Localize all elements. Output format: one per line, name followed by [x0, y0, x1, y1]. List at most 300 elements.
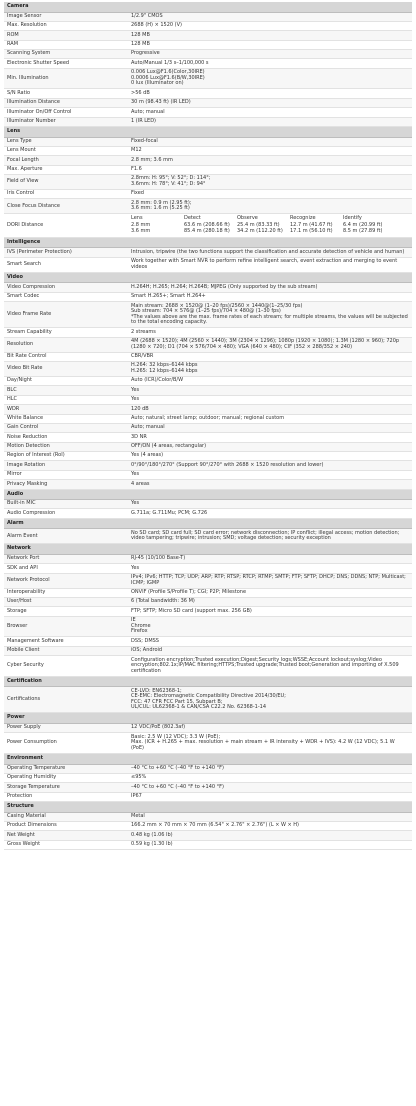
section-network	[4, 544, 412, 676]
spec-value	[131, 794, 412, 800]
spec-value	[131, 416, 412, 422]
section-lens	[4, 127, 412, 238]
spec-value-line: IP67	[131, 793, 142, 800]
spec-value	[131, 407, 412, 413]
spec-value	[131, 139, 412, 145]
spec-value	[131, 110, 412, 116]
spec-row	[4, 190, 412, 199]
spec-value	[131, 556, 412, 562]
spec-value	[131, 61, 412, 67]
spec-value-line: M12	[131, 147, 142, 154]
spec-row	[4, 500, 412, 509]
spec-label: Day/Night	[7, 377, 32, 384]
section-power	[4, 713, 412, 754]
spec-row	[4, 822, 412, 831]
section-title: Alarm	[4, 519, 412, 530]
spec-row	[4, 509, 412, 518]
spec-value-line: 0.006 Lux@F1.6(Color,30IRE)	[131, 69, 205, 76]
spec-value-line: FCC: 47 CFR FCC Part 15, Subpart B;	[131, 698, 223, 705]
spec-value	[131, 609, 412, 615]
spec-value	[131, 501, 412, 507]
spec-value-line: Yes (4 areas)	[131, 452, 164, 459]
spec-row	[4, 156, 412, 165]
spec-row	[4, 415, 412, 424]
section-camera	[4, 2, 412, 127]
spec-label: WDR	[7, 405, 20, 412]
spec-row	[4, 783, 412, 792]
spec-row	[4, 13, 412, 22]
spec-row	[4, 248, 412, 257]
spec-value-line: 2 streams	[131, 328, 156, 335]
spec-label: Noise Reduction	[7, 433, 48, 440]
spec-value	[131, 823, 412, 829]
spec-value	[131, 590, 412, 596]
dori-cell: 6.4 m (20.99 ft)	[343, 221, 383, 228]
spec-row	[4, 175, 412, 190]
spec-row	[4, 574, 412, 589]
spec-label: Iris Control	[7, 190, 35, 197]
spec-label: Stream Capability	[7, 328, 52, 335]
spec-value-line: –40 °C to +60 °C (–40 °F to +140 °F)	[131, 783, 224, 790]
spec-sheet	[4, 2, 412, 850]
spec-value	[131, 725, 412, 731]
spec-label: Video Bit Rate	[7, 365, 43, 372]
dori-cell: 2.8 mm	[131, 221, 151, 228]
spec-value-line: UL/CUL: UL62368-1 & CAN/CSA C22.2 No. 62368-1-14	[131, 704, 267, 711]
spec-value-line: Auto; natural; street lamp; outdoor; manual; regional custom	[131, 414, 285, 421]
spec-row	[4, 99, 412, 108]
spec-value-line: Yes	[131, 396, 140, 403]
dori-cell: 85.4 m (280.18 ft)	[184, 228, 230, 235]
spec-value-line: RJ-45 (10/100 Base-T)	[131, 555, 186, 562]
spec-value	[131, 339, 412, 350]
spec-label: Image Rotation	[7, 461, 46, 468]
spec-label: White Balance	[7, 414, 44, 421]
dori-row	[4, 214, 412, 238]
spec-label: Privacy Masking	[7, 480, 48, 487]
spec-label: SDK and API	[7, 564, 38, 571]
spec-value	[131, 191, 412, 197]
spec-label: Close Focus Distance	[7, 202, 60, 209]
spec-value-line: Intrusion, tripwire (the two functions support the classification and accurate detection of vehicle and human)	[131, 248, 405, 255]
spec-value-line: 120 dB	[131, 405, 149, 412]
spec-row	[4, 258, 412, 273]
spec-value-line: No SD card; SD card full; SD card error; network disconnection; IP conflict; illegal access; motion detection; video tampering; tripwire; intrusion; SMD; voltage detection; security exception	[131, 529, 400, 542]
spec-value-line: Configuration encryption;Trusted execution;Digest;Security logs;WSSE;Account lockout;syslog;Video encryption;802.1x;IP/MAC filtering;HTTPS;Trusted upgrade;Trusted boot;Generation and importing of X.509 certification	[131, 656, 399, 674]
spec-row	[4, 774, 412, 783]
spec-row	[4, 765, 412, 774]
spec-value-line: FTP; SFTP; Micro SD card (support max. 256 GB)	[131, 607, 252, 614]
spec-value-line: Fixed	[131, 190, 144, 197]
dori-cell: 3.6 mm	[131, 228, 151, 235]
spec-value-line: 6 (Total bandwidth: 36 M)	[131, 598, 195, 605]
spec-label: HLC	[7, 396, 18, 403]
spec-row	[4, 687, 412, 713]
spec-label: BLC	[7, 386, 17, 393]
spec-label: DORI Distance	[7, 221, 44, 228]
spec-value-line: 3D NR	[131, 433, 147, 440]
spec-value	[131, 531, 412, 542]
spec-value	[131, 566, 412, 572]
spec-value-line: 2.8 mm: 0.9 m (2.95 ft);	[131, 199, 192, 206]
spec-label: Video Compression	[7, 283, 56, 290]
spec-value-line: CE-EMC: Electromagnetic Compatibility Directive 2014/30/EU;	[131, 693, 286, 700]
spec-label: Operating Temperature	[7, 764, 66, 771]
spec-row	[4, 529, 412, 544]
spec-row	[4, 433, 412, 442]
spec-value-line: 0 lux (Illuminator on)	[131, 80, 184, 87]
spec-value-line: Yes	[131, 564, 140, 571]
section-title: Environment	[4, 754, 412, 765]
spec-value	[131, 42, 412, 48]
spec-value	[131, 472, 412, 478]
section-title: Video	[4, 273, 412, 284]
spec-row	[4, 166, 412, 175]
spec-row	[4, 328, 412, 337]
dori-cell: 8.5 m (27.89 ft)	[343, 228, 383, 235]
spec-value-line: G.711a; G.711Mu; PCM; G.726	[131, 509, 208, 516]
spec-row	[4, 555, 412, 564]
dori-cell: 34.2 m (112.20 ft)	[237, 228, 283, 235]
spec-label: Video Frame Rate	[7, 310, 52, 317]
spec-row	[4, 118, 412, 127]
spec-value	[131, 482, 412, 488]
spec-value-line: 1/2.9" CMOS	[131, 12, 163, 19]
section-intelligence	[4, 238, 412, 273]
spec-row	[4, 386, 412, 395]
section-title: Camera	[4, 2, 412, 13]
spec-row	[4, 22, 412, 31]
section-certification	[4, 677, 412, 714]
spec-label: Gross Weight	[7, 841, 41, 848]
spec-label: Alarm Event	[7, 532, 38, 539]
spec-label: Product Dimensions	[7, 822, 57, 829]
spec-value	[131, 814, 412, 820]
spec-value	[131, 148, 412, 154]
spec-value	[131, 842, 412, 848]
spec-row	[4, 362, 412, 377]
spec-label: Illumination Distance	[7, 99, 60, 106]
spec-value	[131, 70, 412, 87]
spec-label: Scanning System	[7, 50, 51, 57]
spec-value	[131, 304, 412, 326]
spec-value-line: Chrome	[131, 622, 151, 629]
spec-value-line: Firefox	[131, 628, 148, 635]
spec-label: Smart Search	[7, 261, 41, 268]
spec-value	[131, 363, 412, 374]
spec-label: Max. Resolution	[7, 22, 47, 29]
spec-row	[4, 302, 412, 328]
spec-value	[131, 91, 412, 97]
spec-value	[131, 294, 412, 300]
spec-label: Power Consumption	[7, 739, 57, 746]
dori-header-cell: Detect	[184, 215, 201, 222]
spec-value	[131, 23, 412, 29]
spec-label: Operating Humidity	[7, 774, 57, 781]
spec-value-line: 0°/90°/180°/270° (Support 90°/270° with 2688 × 1520 resolution and lower)	[131, 461, 324, 468]
spec-row	[4, 813, 412, 822]
spec-row	[4, 147, 412, 156]
spec-row	[4, 59, 412, 68]
spec-value	[131, 158, 412, 164]
spec-row	[4, 31, 412, 40]
spec-label: Mirror	[7, 471, 22, 478]
section-alarm	[4, 519, 412, 545]
spec-value-line: *The values above are the max. frame rates of each stream; for multiple streams, the values will be subjected to the total encoding capacity.	[131, 313, 408, 326]
spec-row	[4, 405, 412, 414]
spec-label: IVS (Perimeter Protection)	[7, 248, 72, 255]
section-video	[4, 273, 412, 490]
spec-value-line: Smart H.265+; Smart H.264+	[131, 293, 206, 300]
spec-value-line: Yes	[131, 471, 140, 478]
spec-label: Protection	[7, 793, 33, 800]
spec-value-line: 3.6mm: H: 78°; V: 41°; D: 94°	[131, 180, 206, 187]
spec-value	[131, 201, 412, 212]
spec-row	[4, 108, 412, 117]
spec-row	[4, 733, 412, 754]
spec-value-line: Yes	[131, 500, 140, 507]
spec-value	[131, 618, 412, 635]
spec-row	[4, 283, 412, 292]
spec-value-line: 2688 (H) × 1520 (V)	[131, 22, 182, 29]
spec-value	[131, 51, 412, 57]
spec-value-line: 30 m (98.43 ft) (IR LED)	[131, 99, 191, 106]
spec-value-line: 1 (IR LED)	[131, 117, 157, 124]
spec-label: Browser	[7, 622, 28, 629]
spec-value-line: >56 dB	[131, 89, 150, 96]
spec-value-line: 4 areas	[131, 480, 150, 487]
spec-row	[4, 461, 412, 470]
spec-value-line: Max. (ICR + H.265 + max. resolution + main stream + IR intensity + WDR + IVS): 4.2 W (12 VDC); 5.1 W (PoE)	[131, 739, 395, 752]
spec-value-line: ≤95%	[131, 774, 147, 781]
spec-value	[131, 689, 412, 711]
spec-row	[4, 396, 412, 405]
spec-label: S/N Ratio	[7, 89, 31, 96]
spec-row	[4, 724, 412, 733]
spec-label: Network Protocol	[7, 576, 50, 583]
spec-label: Lens Type	[7, 137, 32, 144]
spec-row	[4, 617, 412, 638]
spec-value	[131, 785, 412, 791]
section-title: Network	[4, 544, 412, 555]
spec-label: RAM	[7, 41, 19, 48]
spec-row	[4, 831, 412, 840]
spec-value	[131, 463, 412, 469]
dori-header-cell: Identify	[343, 215, 362, 222]
section-title: Certification	[4, 677, 412, 688]
spec-value-line: Progressive	[131, 50, 160, 57]
spec-row	[4, 138, 412, 147]
spec-value-line: F1.6	[131, 166, 142, 173]
spec-value-line: Yes	[131, 386, 140, 393]
spec-value	[131, 735, 412, 752]
section-title: Power	[4, 713, 412, 724]
spec-label: Bit Rate Control	[7, 353, 47, 360]
spec-value-line: iOS; Android	[131, 647, 163, 654]
spec-value	[131, 100, 412, 106]
dori-cell: 63.6 m (208.66 ft)	[184, 221, 230, 228]
spec-value	[131, 599, 412, 605]
section-title: Audio	[4, 490, 412, 501]
spec-value-line: Auto; manual	[131, 424, 165, 431]
spec-row	[4, 841, 412, 850]
section-audio	[4, 490, 412, 519]
spec-value	[131, 775, 412, 781]
spec-value	[131, 250, 412, 256]
spec-row	[4, 69, 412, 90]
dori-cell: 12.7 m (41.67 ft)	[290, 221, 333, 228]
spec-value	[131, 658, 412, 675]
section-title: Structure	[4, 802, 412, 813]
spec-label: Motion Detection	[7, 443, 50, 450]
spec-value-line: H.264: 32 kbps–6144 kbps	[131, 362, 198, 369]
spec-value-line: Work together with Smart NVR to perform refine intelligent search, event extraction and merging to event videos	[131, 258, 398, 270]
spec-row	[4, 293, 412, 302]
spec-value	[131, 285, 412, 291]
spec-value-line: Metal	[131, 813, 145, 820]
spec-label: Lens Mount	[7, 147, 36, 154]
dori-cell: 25.4 m (83.33 ft)	[237, 221, 280, 228]
spec-row	[4, 793, 412, 802]
spec-row	[4, 424, 412, 433]
spec-label: Image Sensor	[7, 12, 42, 19]
spec-value	[131, 330, 412, 336]
spec-value-line: 12 VDC/PoE (802.3af)	[131, 724, 186, 731]
spec-value-line: 166.2 mm × 70 mm × 70 mm (6.54" × 2.76" × 2.76") (L × W × H)	[131, 822, 300, 829]
spec-label: Network Port	[7, 555, 40, 562]
spec-row	[4, 471, 412, 480]
spec-value	[131, 14, 412, 20]
spec-value	[131, 176, 412, 187]
spec-value-line: Fixed-focal	[131, 137, 158, 144]
spec-value-line: ONVIF (Profile S/Profile T); CGI; P2P; Milestone	[131, 589, 247, 596]
spec-value-line: Auto; manual	[131, 108, 165, 115]
spec-value	[131, 766, 412, 772]
spec-row	[4, 480, 412, 489]
spec-label: Net Weight	[7, 831, 35, 838]
spec-row	[4, 564, 412, 573]
spec-row	[4, 637, 412, 646]
spec-row	[4, 443, 412, 452]
spec-value	[131, 397, 412, 403]
spec-value	[131, 444, 412, 450]
dori-cell: 17.1 m (56.10 ft)	[290, 228, 333, 235]
spec-value-line: 0.59 kg (1.30 lb)	[131, 841, 173, 848]
spec-value-line: Basic: 2.5 W (12 VDC); 3.3 W (PoE);	[131, 733, 221, 740]
section-structure	[4, 802, 412, 850]
spec-value-line: 2.8mm: H: 95°; V: 52°; D: 114°;	[131, 175, 211, 182]
spec-label: Management Software	[7, 637, 64, 644]
section-environment	[4, 754, 412, 802]
spec-label: Power Supply	[7, 724, 41, 731]
spec-row	[4, 589, 412, 598]
spec-value-line: 0.48 kg (1.06 lb)	[131, 831, 173, 838]
spec-value	[131, 33, 412, 39]
spec-label: Certifications	[7, 696, 41, 703]
spec-label: Built-in MIC	[7, 500, 36, 507]
spec-label: Resolution	[7, 340, 34, 347]
spec-value	[131, 833, 412, 839]
spec-value	[131, 167, 412, 173]
spec-value-line: IPv4; IPv6; HTTP; TCP; UDP; ARP; RTP; RTSP; RTCP; RTMP; SMTP; FTP; SFTP; DHCP; DNS; DDNS; NTP; Multicast; ICMP; IGMP	[131, 574, 406, 586]
spec-label: Region of Interest (RoI)	[7, 452, 65, 459]
spec-value-line: Sub stream: 704 × 576@ (1–25 fps)/704 × 480@ (1–30 fps)	[131, 308, 281, 315]
spec-row	[4, 89, 412, 98]
spec-label: User/Host	[7, 598, 32, 605]
spec-value-line: 128 MB	[131, 31, 150, 38]
spec-value-line: Auto (ICR)/Color/B/W	[131, 377, 184, 384]
spec-row	[4, 41, 412, 50]
spec-value	[131, 575, 412, 586]
dori-table	[131, 216, 412, 236]
spec-value	[131, 639, 412, 645]
spec-value-line: IE	[131, 617, 136, 624]
spec-row	[4, 50, 412, 59]
spec-label: Gain Control	[7, 424, 39, 431]
spec-label: Storage Temperature	[7, 783, 60, 790]
section-title: Lens	[4, 127, 412, 138]
spec-value-line: H.264H; H.265; H.264; H.264B; MJPEG (Only supported by the sub stream)	[131, 283, 318, 290]
spec-label: Illuminator Number	[7, 117, 56, 124]
spec-label: Smart Codec	[7, 293, 40, 300]
spec-value-line: 0.0006 Lux@F1.6(B/W,30IRE)	[131, 74, 205, 81]
spec-label: Field of View	[7, 178, 39, 185]
spec-value	[131, 648, 412, 654]
spec-label: Electronic Shutter Speed	[7, 59, 70, 66]
dori-header-cell: Lens	[131, 215, 143, 222]
section-title: Intelligence	[4, 238, 412, 249]
spec-row	[4, 656, 412, 677]
spec-value	[131, 119, 412, 125]
spec-value	[131, 453, 412, 459]
spec-row	[4, 647, 412, 656]
spec-row	[4, 598, 412, 607]
dori-header-cell: Recognize	[290, 215, 316, 222]
spec-value	[131, 354, 412, 360]
spec-value-line: 3.6 mm: 1.6 m (5.25 ft)	[131, 205, 190, 212]
spec-label: Cyber Security	[7, 662, 44, 669]
spec-value-line: DSS; DMSS	[131, 637, 159, 644]
spec-value-line: CBR/VBR	[131, 353, 154, 360]
spec-label: Focal Length	[7, 156, 39, 163]
spec-label: Casing Material	[7, 813, 46, 820]
spec-value-line: OFF/ON (4 areas, rectangular)	[131, 443, 207, 450]
spec-row	[4, 353, 412, 362]
spec-value-line: –40 °C to +60 °C (–40 °F to +140 °F)	[131, 764, 224, 771]
spec-value-line: Auto/Manual 1/3 s–1/100,000 s	[131, 59, 209, 66]
spec-label: Illuminator On/Off Control	[7, 108, 72, 115]
spec-value-line: 2.8 mm; 3.6 mm	[131, 156, 173, 163]
spec-label: ROM	[7, 31, 19, 38]
spec-value-line: CE-LVD: EN62368-1;	[131, 687, 182, 694]
spec-value	[131, 259, 412, 270]
spec-row	[4, 338, 412, 353]
spec-label: Min. Illumination	[7, 74, 49, 81]
spec-value	[131, 378, 412, 384]
spec-value	[131, 511, 412, 517]
spec-value	[131, 388, 412, 394]
spec-label: Max. Aperture	[7, 166, 43, 173]
spec-value	[131, 435, 412, 441]
spec-label: Interoperability	[7, 589, 46, 596]
spec-value-line: H.265: 12 kbps–6144 kbps	[131, 368, 198, 375]
spec-label: Audio Compression	[7, 509, 56, 516]
spec-value	[131, 425, 412, 431]
spec-row	[4, 199, 412, 214]
spec-label: Mobile Client	[7, 647, 40, 654]
spec-label: Storage	[7, 607, 27, 614]
spec-row	[4, 607, 412, 616]
